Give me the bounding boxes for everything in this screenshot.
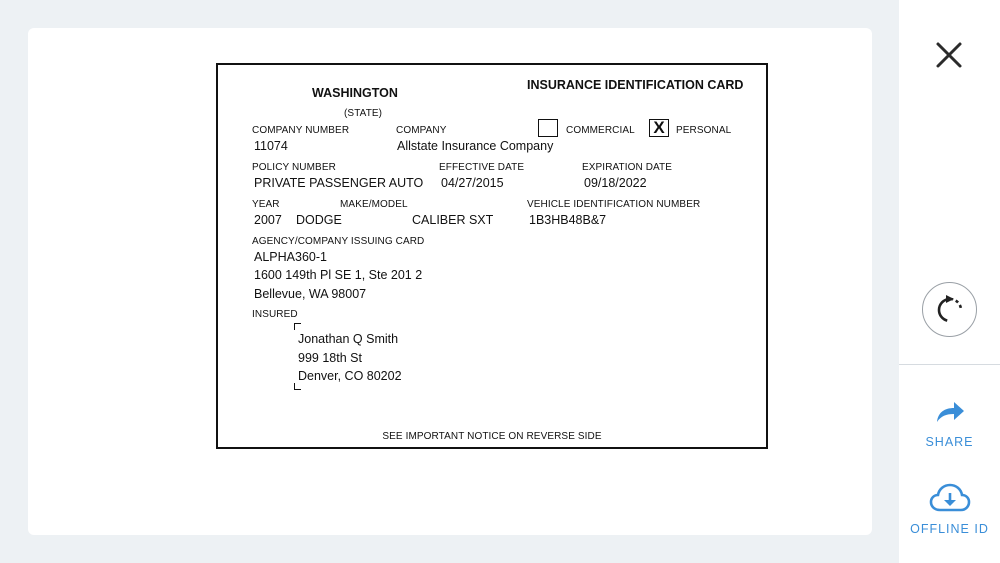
make-model-label: MAKE/MODEL [340,199,408,210]
insured-name: Jonathan Q Smith [298,332,399,346]
vin-label: VEHICLE IDENTIFICATION NUMBER [527,199,701,210]
card-title: INSURANCE IDENTIFICATION CARD [527,78,744,92]
insured-address-line2: Denver, CO 80202 [298,369,402,383]
insured-address-line1: 999 18th St [298,351,362,365]
vin: 1B3HB48B&7 [529,213,607,227]
agency-address-line1: 1600 149th Pl SE 1, Ste 201 2 [254,268,423,282]
address-corner-top [294,323,301,330]
insured-label: INSURED [252,309,298,320]
agency-name: ALPHA360-1 [254,250,327,264]
commercial-label: COMMERCIAL [566,125,635,136]
expiration-date-label: EXPIRATION DATE [582,162,673,173]
vehicle-year: 2007 [254,213,282,227]
company-number-label: COMPANY NUMBER [252,125,350,136]
agency-label: AGENCY/COMPANY ISSUING CARD [252,236,425,247]
offline-id-button[interactable] [899,483,1000,536]
share-label: SHARE [925,435,974,449]
rotate-icon [934,294,966,326]
card-state-label: (STATE) [344,108,383,119]
insurance-id-card [216,63,768,449]
reverse-side-notice: SEE IMPORTANT NOTICE ON REVERSE SIDE [382,431,602,442]
share-icon [933,398,967,426]
address-corner-bottom [294,383,301,390]
year-label: YEAR [252,199,280,210]
vehicle-make: DODGE [296,213,342,227]
personal-label: PERSONAL [676,125,732,136]
effective-date: 04/27/2015 [441,176,504,190]
agency-address-line2: Bellevue, WA 98007 [254,287,367,301]
vehicle-model: CALIBER SXT [412,213,494,227]
company-number: 11074 [254,139,288,153]
close-button[interactable] [930,36,968,74]
commercial-checkbox [538,119,558,137]
sidebar-divider [899,364,1000,365]
effective-date-label: EFFECTIVE DATE [439,162,525,173]
share-button[interactable] [899,398,1000,449]
cloud-download-icon [929,483,971,513]
close-icon [930,36,968,74]
card-viewer [28,28,872,535]
personal-checkbox: X [649,119,669,137]
expiration-date: 09/18/2022 [584,176,647,190]
policy-number: PRIVATE PASSENGER AUTO [254,176,424,190]
action-sidebar [899,0,1000,563]
rotate-button[interactable] [922,282,977,337]
company-label: COMPANY [396,125,447,136]
company-name: Allstate Insurance Company [397,139,554,153]
card-state: WASHINGTON [312,86,398,100]
policy-number-label: POLICY NUMBER [252,162,336,173]
offline-id-label: OFFLINE ID [910,522,989,536]
